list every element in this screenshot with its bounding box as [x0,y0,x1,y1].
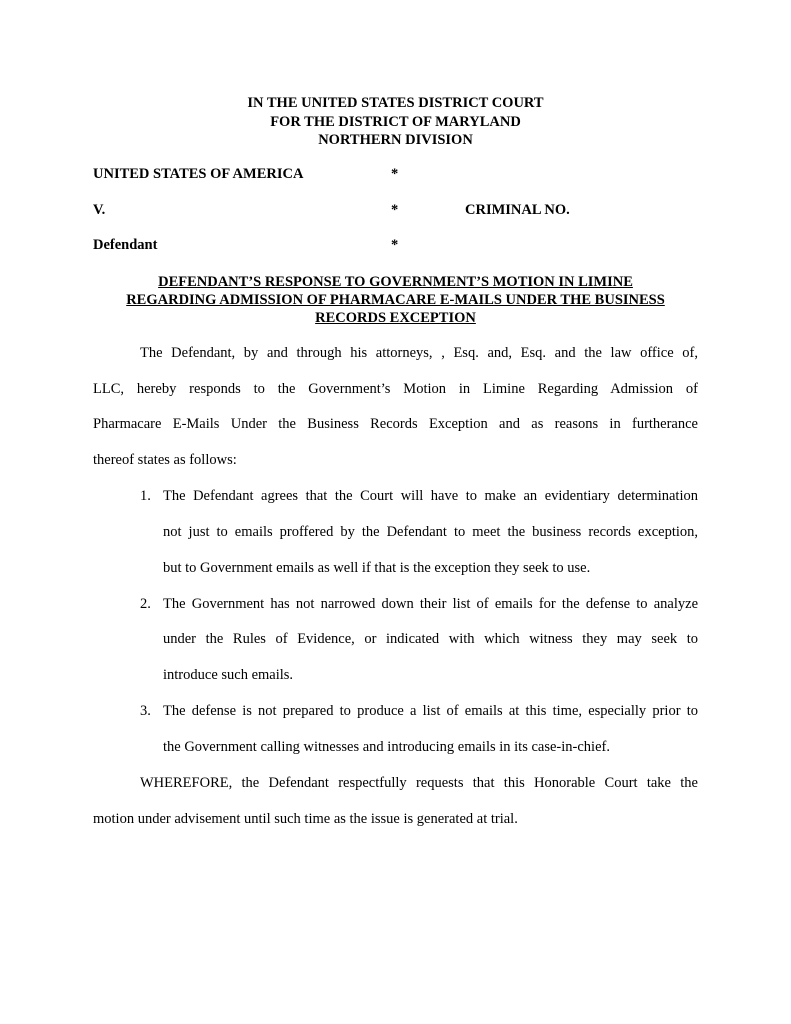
list-item-number: 1. [140,488,151,504]
caption-star: * [391,237,399,253]
court-header-line-1: IN THE UNITED STATES DISTRICT COURT [247,95,544,111]
intro-line-1: The Defendant, by and through his attorneys, , Esq. and, Esq. and the law office of, [140,345,698,361]
document-title-line-3: RECORDS EXCEPTION [315,310,476,326]
intro-line-2: LLC, hereby responds to the Government’s Motion in Limine Regarding Admission of [93,381,698,397]
list-item-2-line-2: under the Rules of Evidence, or indicated with which witness they may seek to [163,631,698,647]
document-title [90,273,701,327]
court-header-line-2: FOR THE DISTRICT OF MARYLAND [270,113,521,130]
list-item-1-line-2: not just to emails proffered by the Defendant to meet the business records exception, [163,524,698,540]
list-item-3-line-2: the Government calling witnesses and introducing emails in its case-in-chief. [163,739,610,755]
document-title-line-1: DEFENDANT’S RESPONSE TO GOVERNMENT’S MOTION IN LIMINE [158,274,633,290]
court-header [0,94,791,150]
closing-line-2: motion under advisement until such time as the issue is generated at trial. [93,811,518,827]
caption-criminal-no: CRIMINAL NO. [465,202,570,218]
caption-star: * [391,202,399,218]
intro-line-3: Pharmacare E-Mails Under the Business Records Exception and as reasons in furtherance [93,416,698,432]
list-item-3-line-1: The defense is not prepared to produce a list of emails at this time, especially prior to [163,703,698,719]
caption-row-versus [93,200,713,220]
list-item-number: 3. [140,703,151,719]
document-title-line-2: REGARDING ADMISSION OF PHARMACARE E-MAILS UNDER THE BUSINESS [126,292,665,308]
list-item-1-line-3: but to Government emails as well if that is the exception they seek to use. [163,560,591,576]
list-item-1-line-1: The Defendant agrees that the Court will have to make an evidentiary determination [163,488,698,504]
closing-line-1: WHEREFORE, the Defendant respectfully requests that this Honorable Court take the [140,775,698,791]
caption-star: * [391,166,399,182]
caption-versus: V. [93,202,106,218]
list-item-number: 2. [140,596,151,612]
list-item-2-line-3: introduce such emails. [163,667,294,683]
court-header-line-3: NORTHERN DIVISION [318,132,473,148]
caption-row-defendant [93,235,713,255]
list-item-2-line-1: The Government has not narrowed down their list of emails for the defense to analyze [163,596,698,612]
caption-plaintiff: UNITED STATES OF AMERICA [93,166,304,182]
caption-defendant: Defendant [93,237,158,253]
caption-row-plaintiff [93,164,713,184]
intro-line-4: thereof states as follows: [93,452,237,468]
